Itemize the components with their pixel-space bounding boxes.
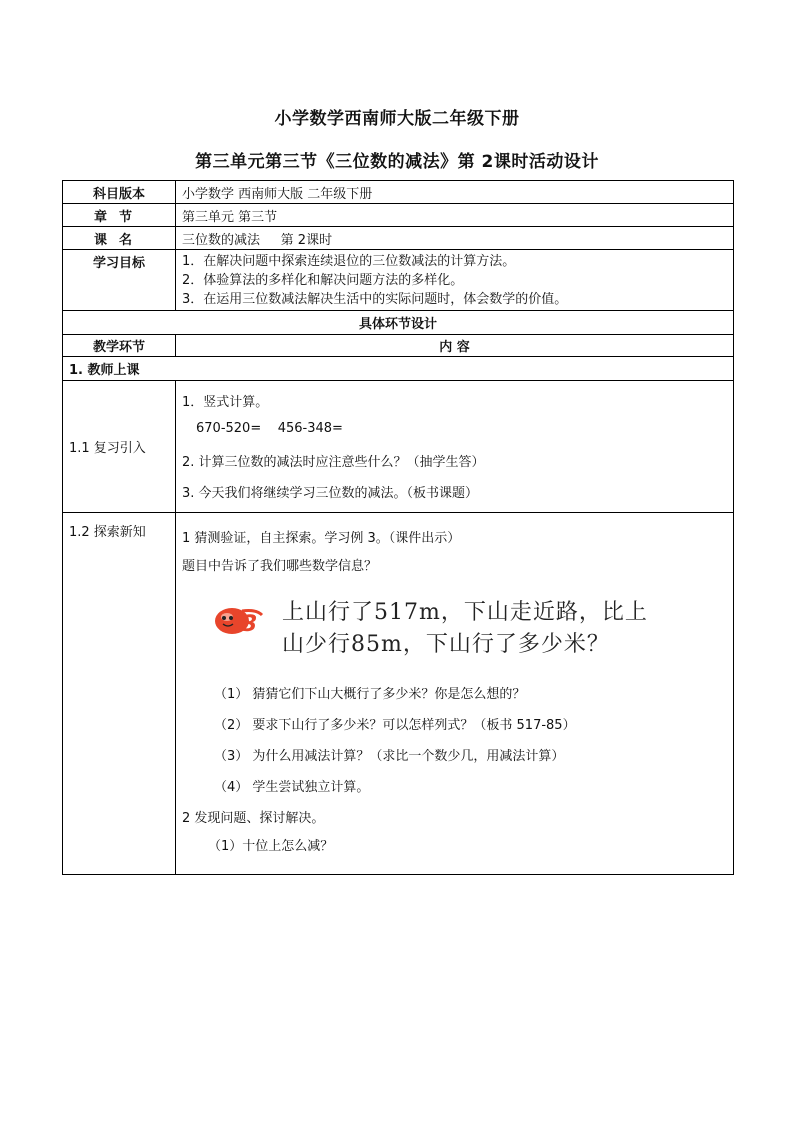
explore-line: （1）十位上怎么减？ — [208, 839, 334, 854]
review-line: 1．竖式计算。 — [182, 395, 269, 410]
design-header: 具体环节设计 — [63, 311, 734, 335]
example-number: 3 — [242, 612, 258, 637]
example-box — [182, 589, 727, 673]
design-header-row — [63, 311, 734, 335]
goal-item: 1．在解决问题中探索连续退位的三位数减法的计算方法。 — [182, 253, 516, 269]
example-number-icon — [212, 603, 264, 637]
explore-line: 题目中告诉了我们哪些数学信息？ — [182, 559, 378, 574]
review-line: 3. 今天我们将继续学习三位数的减法。（板书课题） — [182, 486, 479, 501]
explore-line: 2 发现问题、探讨解决。 — [182, 811, 325, 826]
goals-row — [63, 250, 734, 311]
step-row-explore — [63, 513, 734, 875]
step-content-review — [176, 381, 734, 513]
question-line: （4） 学生尝试独立计算。 — [214, 780, 370, 795]
step-row-review — [63, 381, 734, 513]
document-title: 小学数学西南师大版二年级下册 — [274, 109, 520, 129]
info-row-chapter — [63, 204, 734, 227]
review-line: 2. 计算三位数的减法时应注意些什么？（抽学生答） — [182, 455, 485, 470]
column-header-row — [63, 335, 734, 357]
lesson-table — [62, 180, 734, 875]
info-row-subject — [63, 181, 734, 204]
step-content-explore — [176, 513, 734, 875]
goals-list — [176, 250, 734, 311]
question-line: （1） 猜猜它们下山大概行了多少米？你是怎么想的？ — [214, 687, 526, 702]
content-column-header: 内 容 — [176, 335, 734, 357]
goals-label: 学习目标 — [63, 250, 176, 311]
subject-label: 科目版本 — [63, 181, 176, 204]
document-subtitle: 第三单元第三节《三位数的减法》第 2课时活动设计 — [195, 152, 599, 172]
step-name-review: 1.1 复习引入 — [63, 381, 176, 513]
question-line: （3） 为什么用减法计算？（求比一个数少几，用减法计算） — [214, 749, 565, 764]
section-title: 1. 教师上课 — [63, 357, 734, 381]
lesson-value: 三位数的减法 第 2课时 — [176, 227, 734, 250]
info-row-lesson — [63, 227, 734, 250]
question-line: （2） 要求下山行了多少米？可以怎样列式？（板书 517-85） — [214, 718, 576, 733]
example-text-line: 上山行了517m，下山走近路，比上 — [282, 600, 648, 625]
section-row — [63, 357, 734, 381]
subject-value: 小学数学 西南师大版 二年级下册 — [176, 181, 734, 204]
goal-item: 3．在运用三位数减法解决生活中的实际问题时，体会数学的价值。 — [182, 291, 568, 307]
explore-line: 1 猜测验证，自主探索。学习例 3。（课件出示） — [182, 531, 461, 546]
review-line: 670-520= 456-348= — [196, 421, 343, 436]
step-name-explore: 1.2 探索新知 — [63, 513, 176, 875]
example-text-line: 山少行85m，下山行了多少米？ — [282, 632, 610, 657]
example-text — [282, 597, 648, 661]
step-column-header: 教学环节 — [63, 335, 176, 357]
chapter-label: 章节 — [63, 204, 176, 227]
chapter-value: 第三单元 第三节 — [176, 204, 734, 227]
goal-item: 2．体验算法的多样化和解决问题方法的多样化。 — [182, 272, 464, 288]
lesson-label: 课名 — [63, 227, 176, 250]
